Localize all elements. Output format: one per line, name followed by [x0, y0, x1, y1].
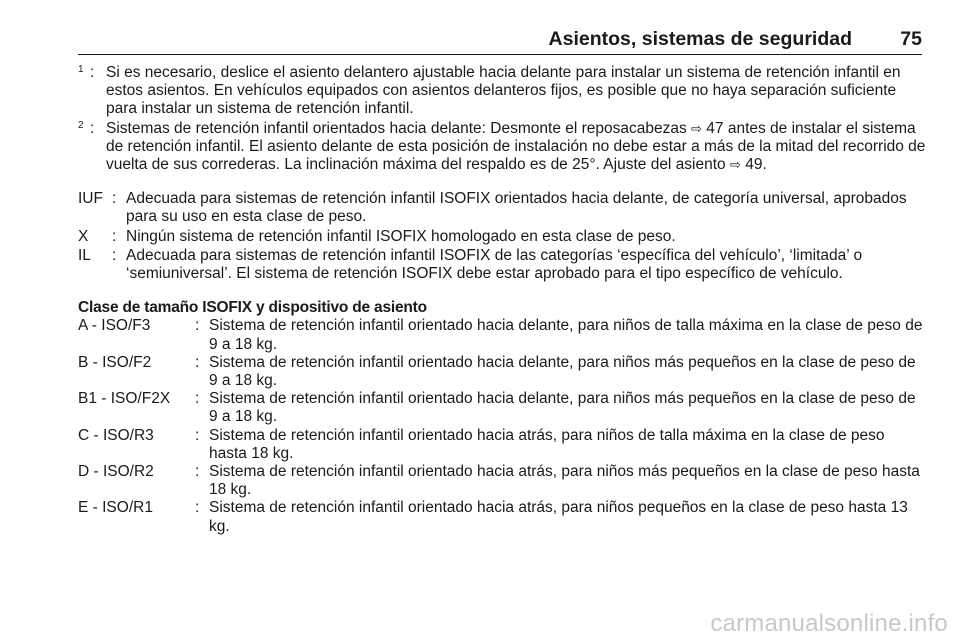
size-class-text: Sistema de retención infantil orientado hacia atrás, para niños más pequeños en la clase de peso hasta 18 kg.: [209, 463, 920, 499]
legend-code: X: [78, 227, 89, 245]
legend-code: IUF: [78, 190, 103, 208]
legend-item: [78, 190, 926, 226]
page-title: Asientos, sistemas de seguridad: [548, 28, 852, 50]
page-number: 75: [900, 28, 922, 50]
size-class-code: B1 - ISO/F2X: [78, 390, 171, 408]
size-class-item: [78, 390, 926, 426]
page-header: [78, 26, 922, 55]
footnote-2: [78, 120, 926, 175]
size-class-text: Sistema de retención infantil orientado hacia atrás, para niños pequeños en la clase de peso hasta 13 kg.: [209, 499, 908, 535]
page-reference[interactable]: 47: [706, 119, 724, 137]
legend-text: Ningún sistema de retención infantil ISOFIX homologado en esta clase de peso.: [126, 227, 676, 245]
legend-code: IL: [78, 246, 91, 264]
footnote-text-part: antes de instalar el sistema de retención infantil. El asiento delante de esta posición de instalación no debe estar a más de la mitad del recorrido de vuelta de sus correderas. La inclinación máxima del respaldo es de 25°. Ajuste del asiento: [106, 119, 926, 174]
size-class-item: [78, 427, 926, 463]
legend-text: Adecuada para sistemas de retención infantil ISOFIX de las categorías ‘específica del vehículo’, ‘limitada’ o ‘semiuniversal’. El sistema de retención ISOFIX debe estar aprobado para el tipo específico de vehículo.: [126, 246, 863, 283]
size-class-item: [78, 499, 926, 535]
size-class-text: Sistema de retención infantil orientado hacia atrás, para niños de talla máxima en la clase de peso hasta 18 kg.: [209, 426, 885, 462]
size-class-code: D - ISO/R2: [78, 463, 154, 481]
page-content: [78, 64, 926, 536]
size-class-text: Sistema de retención infantil orientado hacia delante, para niños más pequeños en la clase de peso de 9 a 18 kg.: [209, 390, 916, 426]
footnote-1: [78, 64, 926, 119]
section-title: Clase de tamaño ISOFIX y dispositivo de asiento: [78, 299, 427, 317]
size-class-item: [78, 317, 926, 353]
legend-list: [78, 190, 926, 283]
size-class-item: [78, 354, 926, 390]
separator: :: [195, 426, 200, 444]
footnote-text-part: Sistemas de retención infantil orientados hacia delante: Desmonte el reposacabezas: [106, 119, 692, 137]
size-class-item: [78, 463, 926, 499]
arrow-reference-icon: ⇨: [691, 120, 702, 136]
size-class-text: Sistema de retención infantil orientado hacia delante, para niños más pequeños en la clase de peso de 9 a 18 kg.: [209, 353, 916, 390]
legend-item: [78, 247, 926, 283]
separator: :: [195, 463, 200, 481]
separator: :: [195, 499, 200, 517]
legend-item: [78, 228, 926, 246]
watermark: carmanualsonline.info: [710, 610, 948, 637]
separator: :: [195, 317, 200, 335]
separator: :: [195, 390, 200, 408]
footnote-text: Si es necesario, deslice el asiento delantero ajustable hacia delante para instalar un sistema de retención infantil en estos asientos. En vehículos equipados con asientos delanteros fijos, es posible que no haya separación suficiente para instalar un sistema de retención infantil.: [106, 64, 901, 118]
size-class-code: C - ISO/R3: [78, 426, 154, 444]
footnote-mark: 2: [78, 119, 84, 131]
size-class-list: [78, 317, 926, 535]
arrow-reference-icon: ⇨: [729, 157, 741, 173]
separator: :: [112, 190, 117, 208]
footnote-text-part: .: [762, 156, 767, 174]
separator: :: [112, 227, 117, 245]
size-class-code: E - ISO/R1: [78, 499, 153, 517]
size-class-text: Sistema de retención infantil orientado hacia delante, para niños de talla máxima en la clase de peso de 9 a 18 kg.: [209, 317, 923, 353]
legend-text: Adecuada para sistemas de retención infantil ISOFIX orientados hacia delante, de categoría universal, aprobados para su uso en esta clase de peso.: [126, 190, 907, 226]
separator: :: [112, 246, 117, 264]
separator: :: [90, 119, 95, 137]
size-class-code: A - ISO/F3: [78, 317, 151, 335]
size-class-code: B - ISO/F2: [78, 353, 152, 371]
footnote-mark: 1: [78, 64, 84, 75]
separator: :: [195, 353, 200, 371]
page-reference[interactable]: 49: [745, 156, 763, 174]
separator: :: [90, 64, 95, 81]
